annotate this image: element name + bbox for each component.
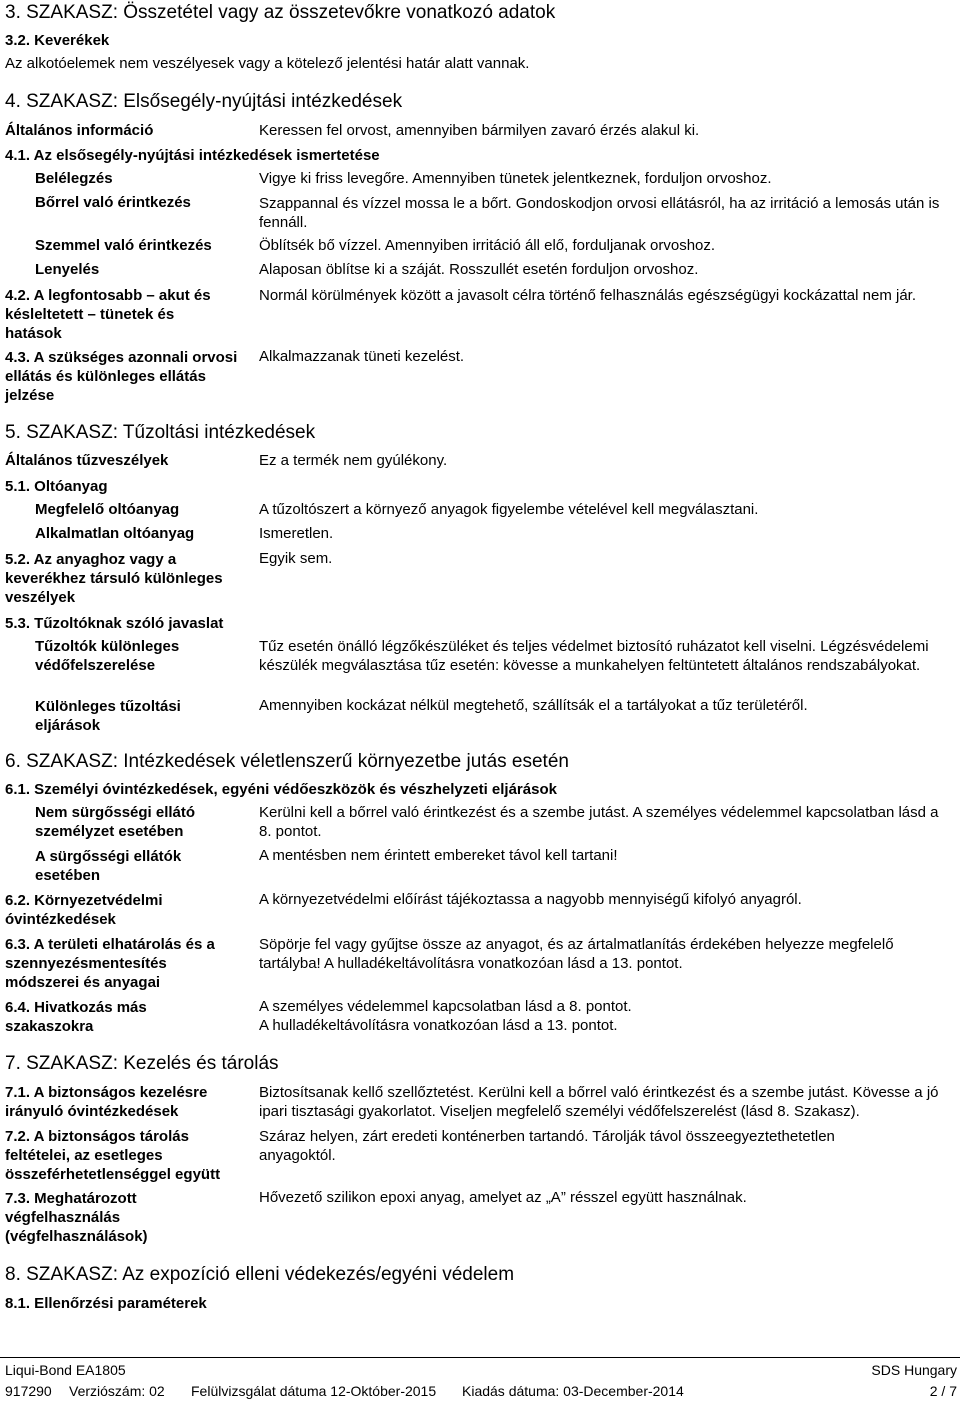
section-6-3-label: 6.3. A területi elhatárolás és a szennyezésmentesítés módszerei és anyagai: [5, 936, 215, 991]
eye-contact-text: Öblítsék bő vízzel. Amennyiben irritáció áll elő, forduljanak orvoshoz.: [259, 237, 716, 254]
section-6-title: 6. SZAKASZ: Intézkedések véletlenszerű környezetbe jutás esetén: [5, 751, 569, 772]
section-6-4-text-2: A hulladékeltávolításra vonatkozóan lásd a 13. pontot.: [259, 1017, 618, 1034]
fire-hazards-text: Ez a termék nem gyúlékony.: [259, 452, 448, 469]
footer-issue-date: Kiadás dátuma: 03-December-2014: [462, 1383, 684, 1399]
section-6-2-text: A környezetvédelmi előírást tájékoztassa a nagyobb mennyiségű kifolyó anyagról.: [259, 891, 802, 908]
section-7-3-label: 7.3. Meghatározott végfelhasználás (végfelhasználások): [5, 1190, 148, 1245]
general-info-text: Keressen fel orvost, amennyiben bármilyen zavaró érzés alakul ki.: [259, 122, 700, 139]
section-5-title: 5. SZAKASZ: Tűzoltási intézkedések: [5, 422, 316, 443]
non-emergency-text: Kerülni kell a bőrrel való érintkezést és a szembe jutást. A személyes védelemmel kapcsolatban lásd a 8. pontot.: [259, 804, 939, 840]
section-4-3-text: Alkalmazzanak tüneti kezelést.: [259, 348, 465, 365]
section-7-1-text: Biztosítsanak kellő szellőztetést. Kerülni kell a bőrrel való érintkezést és a szembe jutást. Kövesse a jó ipari tisztasági gyakorlatot. Viseljen megfelelő személyi védőfelszerelést (lásd 8. Szakasz).: [259, 1084, 939, 1120]
footer-page-number: 2 / 7: [929, 1383, 957, 1399]
section-7-2-text: Száraz helyen, zárt eredeti konténerben tartandó. Tárolják távol összeegyeztethetetlen anyagoktól.: [259, 1128, 835, 1164]
section-3-title: 3. SZAKASZ: Összetétel vagy az összetevőkre vonatkozó adatok: [5, 2, 556, 23]
skin-contact-label: Bőrrel való érintkezés: [35, 194, 191, 211]
footer-code: 917290: [5, 1383, 52, 1399]
section-5-2-text: Egyik sem.: [259, 550, 333, 567]
firefighter-equipment-text: Tűz esetén önálló légzőkészüléket és teljes védelmet biztosító ruházatot kell viselni. Légzésvédelemi készülék megválasztása tűz esetén: kövesse a munkahelyen feltüntetett általános rendszabályokat.: [259, 638, 929, 674]
section-7-3-text: Hővezető szilikon epoxi anyag, amelyet az „A” résszel együtt használnak.: [259, 1189, 747, 1206]
footer-version: Verziószám: 02: [69, 1383, 165, 1399]
emergency-responders-text: A mentésben nem érintett embereket távol kell tartani!: [259, 847, 618, 864]
ingestion-text: Alaposan öblítse ki a száját. Rosszullét esetén forduljon orvoshoz.: [259, 261, 699, 278]
skin-contact-text: Szappannal és vízzel mossa le a bőrt. Gondoskodjon orvosi ellátásról, ha az irritáció a lemosás után is fennáll.: [259, 195, 940, 231]
firefighter-equipment-label: Tűzoltók különleges védőfelszerelése: [35, 638, 180, 674]
section-5-2-label: 5.2. Az anyaghoz vagy a keverékhez társuló különleges veszélyek: [5, 551, 223, 606]
footer-document-type: SDS Hungary: [871, 1362, 957, 1378]
suitable-media-text: A tűzoltószert a környező anyagok figyelembe vételével kell megválasztani.: [259, 501, 759, 518]
non-emergency-label: Nem sürgősségi ellátó személyzet esetében: [35, 804, 196, 840]
section-6-1-heading: 6.1. Személyi óvintézkedések, egyéni védőeszközök és vészhelyzeti eljárások: [5, 781, 557, 798]
section-7-title: 7. SZAKASZ: Kezelés és tárolás: [5, 1053, 279, 1074]
general-info-label: Általános információ: [5, 122, 154, 139]
footer-product: Liqui-Bond EA1805: [5, 1362, 126, 1378]
section-8-1-heading: 8.1. Ellenőrzési paraméterek: [5, 1295, 207, 1312]
footer-review-date: Felülvizsgálat dátuma 12-Október-2015: [191, 1383, 437, 1399]
section-4-2-text: Normál körülmények között a javasolt célra történő felhasználás egészségügyi kockázattal nem jár.: [259, 287, 916, 304]
section-6-3-text: Söpörje fel vagy gyűjtse össze az anyagot, és az ártalmatlanítás érdekében helyezze megfelelő tartályba! A hulladékeltávolításra vonatkozóan lásd a 13. pontot.: [259, 936, 894, 972]
section-6-2-label: 6.2. Környezetvédelmi óvintézkedések: [5, 892, 163, 928]
suitable-media-label: Megfelelő oltóanyag: [35, 501, 180, 518]
section-4-2-label: 4.2. A legfontosabb – akut és késleltetett – tünetek és hatások: [5, 287, 211, 342]
inhalation-label: Belélegzés: [35, 170, 113, 187]
fire-hazards-label: Általános tűzveszélyek: [5, 452, 169, 469]
footer-rule: [0, 1357, 960, 1358]
inhalation-text: Vigye ki friss levegőre. Amennyiben tünetek jelentkeznek, forduljon orvoshoz.: [259, 170, 772, 187]
section-4-title: 4. SZAKASZ: Elsősegély-nyújtási intézkedések: [5, 91, 403, 112]
emergency-responders-label: A sürgősségi ellátók esetében: [35, 848, 182, 884]
section-6-4-label: 6.4. Hivatkozás más szakaszokra: [5, 999, 147, 1035]
section-7-2-label: 7.2. A biztonságos tárolás feltételei, az esetleges összeférhetetlenséggel együtt: [5, 1128, 221, 1183]
ingestion-label: Lenyelés: [35, 261, 100, 278]
section-3-2-text: Az alkotóelemek nem veszélyesek vagy a kötelező jelentési határ alatt vannak.: [5, 55, 530, 72]
section-4-1-heading: 4.1. Az elsősegély-nyújtási intézkedések ismertetése: [5, 147, 380, 164]
section-7-1-label: 7.1. A biztonságos kezelésre irányuló óvintézkedések: [5, 1084, 208, 1120]
section-4-3-label: 4.3. A szükséges azonnali orvosi ellátás és különleges ellátás jelzése: [5, 349, 238, 404]
firefighting-procedures-text: Amennyiben kockázat nélkül megtehető, szállítsák el a tartályokat a tűz területéről.: [259, 697, 808, 714]
section-3-2-heading: 3.2. Keverékek: [5, 32, 110, 49]
eye-contact-label: Szemmel való érintkezés: [35, 237, 212, 254]
unsuitable-media-label: Alkalmatlan oltóanyag: [35, 525, 195, 542]
section-6-4-text-1: A személyes védelemmel kapcsolatban lásd a 8. pontot.: [259, 998, 632, 1015]
firefighting-procedures-label: Különleges tűzoltási eljárások: [35, 698, 181, 734]
section-5-1-heading: 5.1. Oltóanyag: [5, 478, 108, 495]
unsuitable-media-text: Ismeretlen.: [259, 525, 334, 542]
section-8-title: 8. SZAKASZ: Az expozíció elleni védekezés/egyéni védelem: [5, 1264, 515, 1285]
section-5-3-heading: 5.3. Tűzoltóknak szóló javaslat: [5, 615, 224, 632]
